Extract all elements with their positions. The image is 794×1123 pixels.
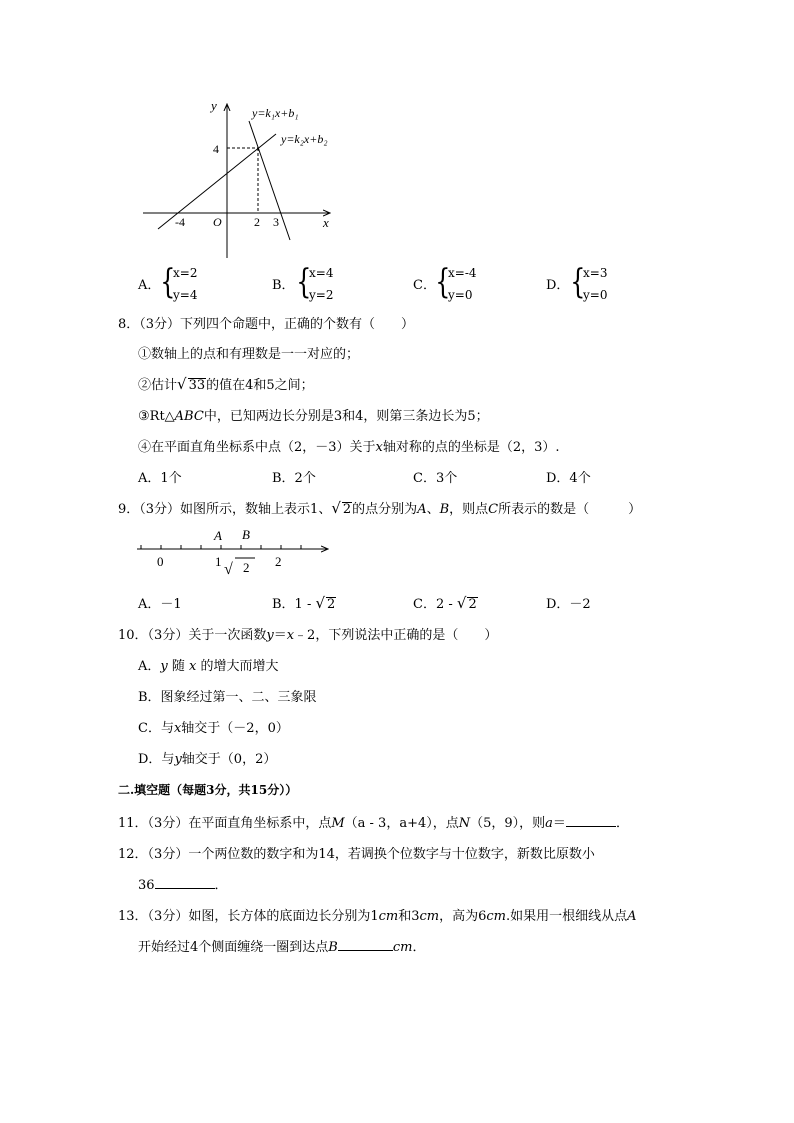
q7-c-eq2: y=0 [448,288,473,302]
q9-stem-mid: 的点分别为 [352,502,418,517]
y-tick-4: 4 [213,142,219,156]
label-two: 2 [275,554,282,569]
q10-option-d [138,748,276,767]
q8-s3-post: 中，已知两边长分别是3和4，则第三条边长为5； [203,409,489,424]
q12-line2-pre: 36 [138,878,155,893]
q9-stem-then: ，则点 [449,502,489,517]
q9-c-radicand: 2 [468,597,477,612]
sqrt-icon: √ [224,561,233,578]
q9-option-d: D．－2 [546,597,591,612]
q10-d-pre: D．与 [138,752,175,767]
q10-stem-y: y [266,628,274,643]
q10-stem-x: x [286,628,295,643]
q8-s2-post: 的值在4和5之间； [206,378,314,393]
q8-option-d: D．4个 [546,471,591,486]
q9-b-radicand: 2 [327,597,336,612]
q13-end: ． [412,940,426,955]
q10-stem [118,624,497,643]
q8-option-b: B．2个 [272,471,316,486]
q8-s4-post: 轴对称的点的坐标是（2，3）. [382,440,560,455]
q11-a: a [545,816,553,831]
q13-point-a: A [627,909,637,924]
q10-a-pre: A． [138,659,161,674]
q8-option-c: C．3个 [413,471,458,486]
q7-d-eq1: x=3 [583,266,608,280]
q11-n: N [458,816,471,831]
q10-a-y: y [160,659,168,674]
q8-s2-radicand: 33 [188,378,206,393]
q7-option-d-system [583,262,607,306]
sqrt-icon: √ [331,499,341,517]
q10-c-pre: C．与 [138,721,174,736]
q11-answer-blank[interactable] [566,814,616,827]
q9-stem-a: A [417,502,427,517]
q11-pre: 11．（3分）在平面直角坐标系中，点 [118,816,332,831]
q13-unit-4: cm [392,940,413,955]
q7-option-b-system [309,262,333,306]
q10-option-c [138,717,289,736]
q10-d-y: y [174,752,182,767]
q7-b-eq1: x=4 [309,266,334,280]
q12-line1: 12．（3分）一个两位数的数字和为14，若调换个位数字与十位数字，新数比原数小 [118,847,595,862]
q7-option-c-brace: { [435,262,451,302]
label-point-b: B [242,527,250,542]
q9-b-pre: B．1 - [272,597,316,612]
q10-d-post: 轴交于（0，2） [181,752,277,767]
q7-graph [0,0,794,270]
q13-line1 [118,905,637,924]
q13-answer-blank[interactable] [338,938,393,951]
label-sqrt2-radicand: 2 [243,560,250,575]
y-axis-label: y [211,98,217,113]
q7-option-d-letter: D． [546,278,570,293]
q7-a-eq2: y=4 [173,288,198,302]
q8-statement-4 [138,436,560,455]
q9-stem-b: B [439,502,450,517]
q8-statement-2 [138,374,314,393]
q9-option-a: A．－1 [138,597,182,612]
q10-stem-post: ﹣2，下列说法中正确的是（ ） [294,628,498,643]
q8-statement-1: ①数轴上的点和有理数是一一对应的； [138,347,360,362]
x-tick-neg4: -4 [175,215,185,229]
q7-option-a-system [173,262,197,306]
q11 [118,812,629,831]
q7-c-eq1: x=-4 [448,266,477,280]
q11-n-coord: （5，9），则 [470,816,546,831]
q8-s3-pre: ③Rt△ [138,409,175,424]
q11-m-coord: （a - 3，a+4），点 [344,816,459,831]
origin-label: O [213,215,222,229]
x-tick-2: 2 [254,215,260,229]
q8-stem: 8．（3分）下列四个命题中，正确的个数有（ ） [118,317,415,332]
q9-c-pre: C．2 - [413,597,457,612]
q10-c-post: 轴交于（－2，0） [181,721,289,736]
q8-option-a: A．1个 [138,471,182,486]
section-heading: 二.填空题（每题3分，共15分）） [118,783,298,797]
q9-option-c [413,593,478,612]
q8-s3-abc: ABC [174,409,204,424]
q11-end: ． [615,816,629,831]
q7-option-c-system [448,262,477,306]
q8-statement-3 [138,405,489,424]
q13-line2 [138,936,425,955]
sqrt-icon: √ [177,375,187,393]
label-zero: 0 [157,554,164,569]
q11-post: ＝ [552,816,566,831]
q13-unit-3: cm [486,909,506,924]
q8-s2-pre: ②估计 [138,378,178,393]
q13-and: 和3 [398,909,420,924]
q8-s4-pre: ④在平面直角坐标系中点（2，－3）关于 [138,440,376,455]
q8-s4-x: x [375,440,383,455]
q7-a-eq1: x=2 [173,266,198,280]
q10-stem-pre: 10．（3分）关于一次函数 [118,628,267,643]
q10-option-b: B．图象经过第一、二、三象限 [138,690,317,705]
q9-option-b [272,593,336,612]
line2-label: y=k₂x+b₂ [281,132,328,146]
q13-line1-post: .如果用一根细线从点 [505,909,628,924]
q10-a-x: x [189,659,197,674]
q13-point-b: B [328,940,338,955]
q13-height: ，高为6 [439,909,487,924]
q9-stem-post: 所表示的数是（ ） [498,502,642,517]
q7-option-a-brace: { [160,262,176,302]
label-one: 1 [215,554,222,569]
q7-b-eq2: y=2 [309,288,334,302]
q12-answer-blank[interactable] [155,876,215,889]
number-line-ticks [141,545,301,549]
q10-a-post: 的增大而增大 [196,659,279,674]
line1-label: y=k₁x+b₁ [252,106,299,120]
q9-number-line [0,520,794,580]
q13-line2-pre: 开始经过4个侧面缠绕一圈到达点 [138,940,329,955]
q12-end: ． [214,878,228,893]
x-axis-label: x [323,215,329,230]
q13-unit-2: cm [419,909,440,924]
q12-line2 [138,874,228,893]
q9-stem [118,498,641,517]
q9-stem-pre: 9．（3分）如图所示，数轴上表示1、 [118,502,332,517]
q7-option-b-letter: B． [272,278,295,293]
sqrt-icon: √ [315,594,326,612]
q11-m: M [331,816,345,831]
q7-option-b-brace: { [296,262,312,302]
q7-d-eq2: y=0 [583,288,608,302]
q9-stem-c: C [488,502,499,517]
q13-line1-pre: 13．（3分）如图，长方体的底面边长分别为1 [118,909,379,924]
x-tick-3: 3 [273,215,279,229]
q9-stem-and: 、 [426,502,440,517]
q10-option-a [138,655,279,674]
q7-option-d-brace: { [570,262,586,302]
q10-stem-eq: ＝ [273,628,287,643]
q10-c-x: x [173,721,182,736]
q7-option-a-letter: A． [138,278,161,293]
q9-stem-radicand: 2 [342,502,352,517]
sqrt-icon: √ [456,594,467,612]
label-point-a: A [214,528,222,543]
q13-unit-1: cm [378,909,399,924]
q7-option-c-letter: C． [413,278,436,293]
q10-a-mid: 随 [167,659,190,674]
